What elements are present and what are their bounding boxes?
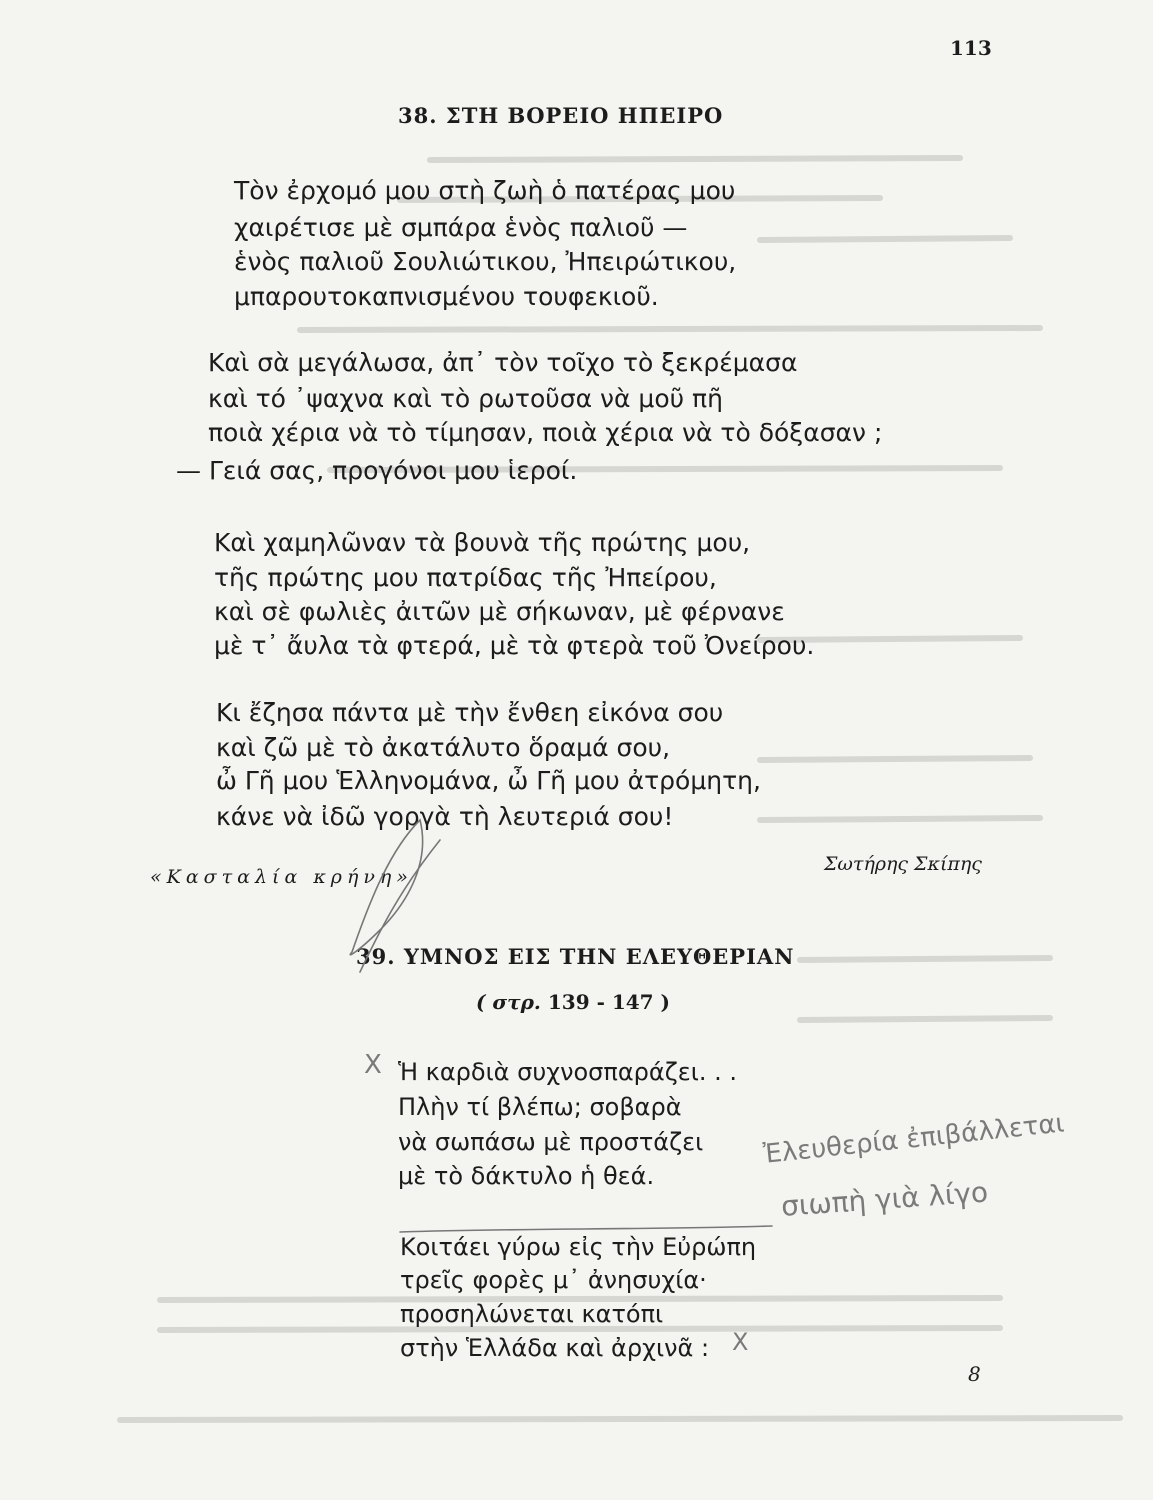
poem1-title: 38. ΣΤΗ ΒΟΡΕΙΟ ΗΠΕΙΡΟ [398,103,724,128]
poem1-line: — Γειά σας, προγόνοι μου ἱεροί. [176,456,578,485]
poem2-subtitle-range: 139 - 147 ) [547,990,671,1014]
poem1-line: Κι ἔζησα πάντα μὲ τὴν ἔνθεη εἰκόνα σου [216,698,724,727]
poem2-line: Κοιτάει γύρω εἰς τὴν Εὐρώπη [400,1233,757,1261]
handwritten-note: σιωπὴ γιὰ λίγο [780,1175,990,1223]
poem1-line: Καὶ χαμηλῶναν τὰ βουνὰ τῆς πρώτης μου, [214,528,751,557]
poem1-line: ὦ Γῆ μου Ἑλληνομάνα, ὦ Γῆ μου ἀτρόμητη, [216,766,761,795]
poem2-line: τρεῖς φορὲς μ᾿ ἀνησυχία· [400,1266,707,1294]
handwritten-mark-x: X [732,1328,749,1356]
poem1-line: χαιρέτισε μὲ σμπάρα ἑνὸς παλιοῦ — [234,213,688,242]
poem1-line: Τὸν ἐρχομό μου στὴ ζωὴ ὁ πατέρας μου [234,176,736,205]
poem1-line: καὶ σὲ φωλιὲς ἀιτῶν μὲ σήκωναν, μὲ φέρνανε [214,597,785,626]
page-number: 113 [950,36,992,60]
handwritten-mark-x: X [364,1050,382,1080]
poem1-source: «Κασταλία κρήνη» [150,866,413,888]
poem2-line: προσηλώνεται κατόπι [400,1300,664,1328]
poem1-line: μὲ τ᾿ ἄυλα τὰ φτερά, μὲ τὰ φτερὰ τοῦ Ὀνείρου. [214,631,815,660]
poem2-title: 39. ΥΜΝΟΣ ΕΙΣ ΤΗΝ ΕΛΕΥΘΕΡΙΑΝ [356,944,795,969]
poem1-line: καὶ τό ᾿ψαχνα καὶ τὸ ρωτοῦσα νὰ μοῦ πῆ [208,384,723,413]
poem2-line: μὲ τὸ δάκτυλο ἡ θεά. [398,1162,655,1190]
poem2-line: Ἡ καρδιὰ συχνοσπαράζει. . . [398,1058,738,1086]
handwritten-note: Ἐλευθερία ἐπιβάλλεται [762,1108,1066,1170]
poem1-line: ποιὰ χέρια νὰ τὸ τίμησαν, ποιὰ χέρια νὰ τὸ δόξασαν ; [208,418,883,447]
poem1-line: μπαρουτοκαπνισμένου τουφεκιοῦ. [234,282,659,311]
poem2-subtitle-prefix: ( στρ. [476,990,541,1014]
footer-signature-number: 8 [968,1362,981,1386]
poem1-line: κάνε νὰ ἰδῶ γοργὰ τὴ λευτεριά σου! [216,802,674,831]
poem2-line: νὰ σωπάσω μὲ προστάζει [398,1128,704,1156]
poem2-line: Πλὴν τί βλέπω; σοβαρὰ [398,1093,682,1121]
poem1-line: καὶ ζῶ μὲ τὸ ἀκατάλυτο ὅραμά σου, [216,733,671,762]
poem1-line: Καὶ σὰ μεγάλωσα, ἀπ᾿ τὸν τοῖχο τὸ ξεκρέμασα [208,348,798,377]
poem2-line: στὴν Ἑλλάδα καὶ ἀρχινᾶ : [400,1334,710,1362]
poem1-author: Σωτήρης Σκίπης [824,853,982,875]
poem2-subtitle [476,990,670,1014]
poem1-line: τῆς πρώτης μου πατρίδας τῆς Ἠπείρου, [214,563,717,592]
poem1-line: ἑνὸς παλιοῦ Σουλιώτικου, Ἠπειρώτικου, [234,247,737,276]
